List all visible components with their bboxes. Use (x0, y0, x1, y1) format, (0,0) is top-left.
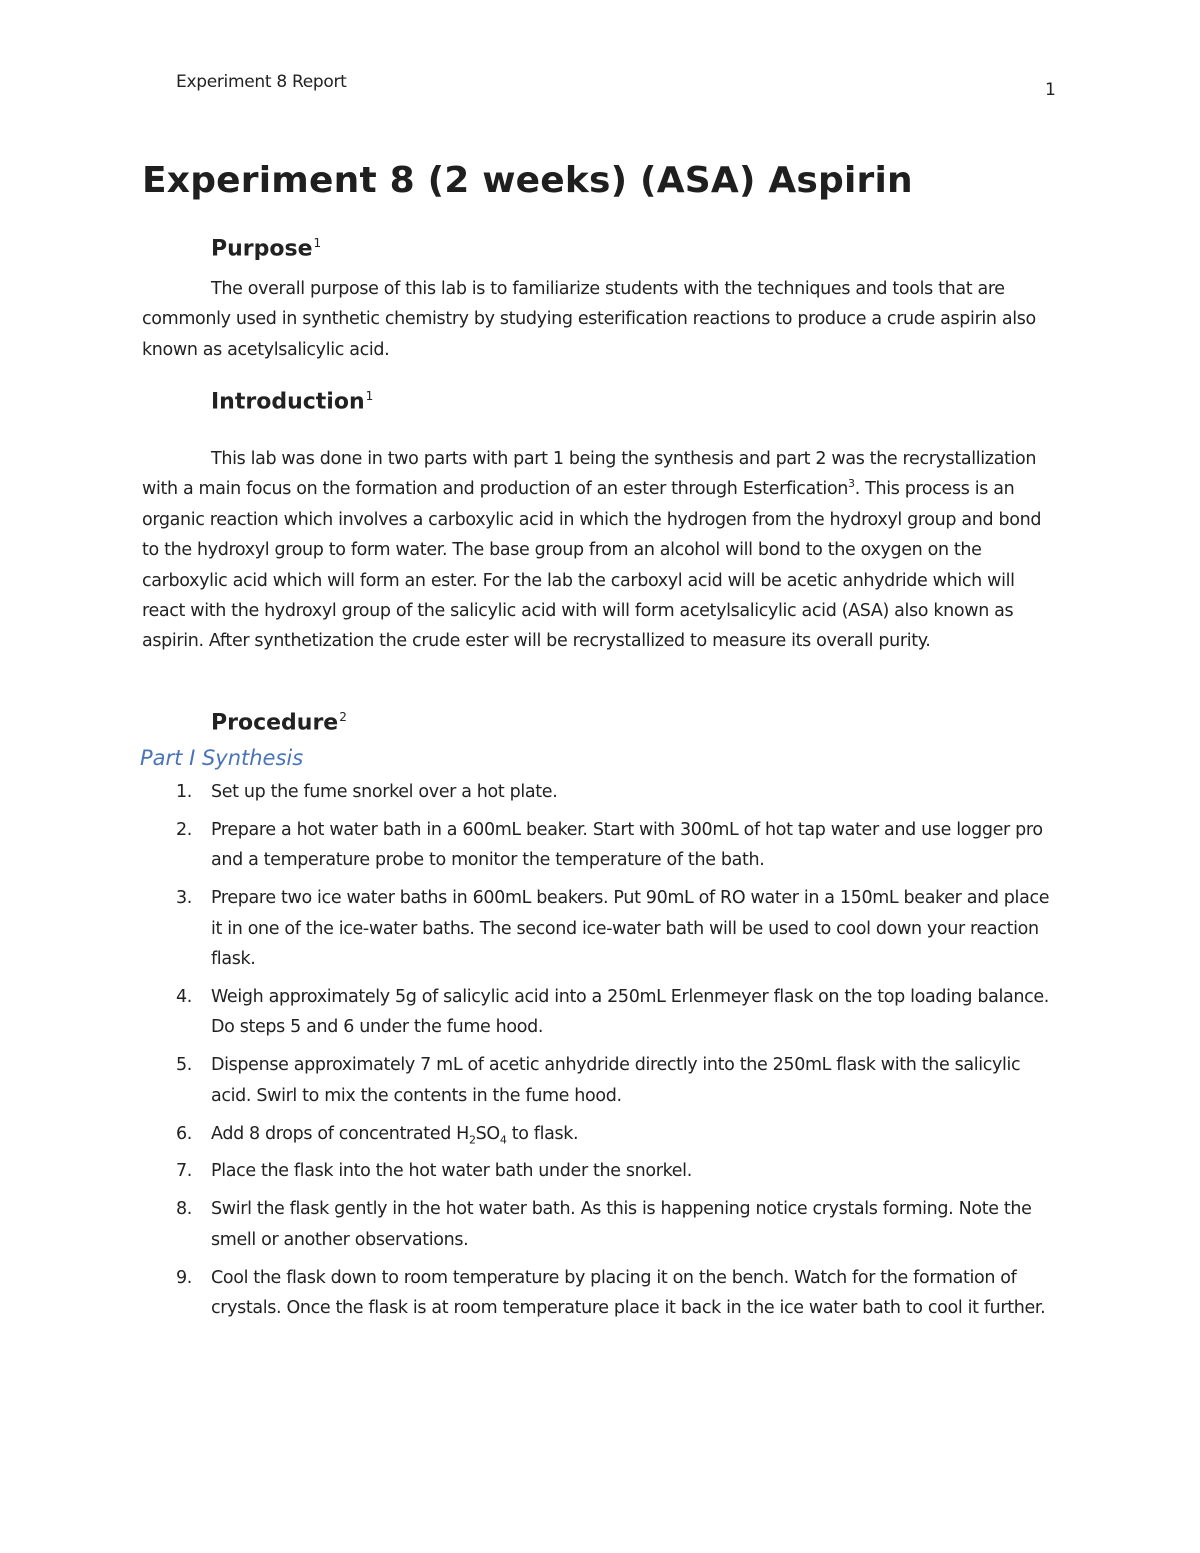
procedure-step (142, 1156, 1062, 1186)
step-text: Set up the fume snorkel over a hot plate. (211, 782, 558, 802)
step-number: 1. (176, 782, 192, 802)
step-text: Prepare two ice water baths in 600mL beakers. Put 90mL of RO water in a 150mL beaker and place it in one of the ice-water baths. The second ice-water bath will be used to cool down your reaction flask. (211, 888, 1050, 970)
procedure-reference: 2 (339, 710, 347, 724)
procedure-step (142, 1194, 1062, 1255)
subscript-2: 2 (468, 1133, 476, 1147)
subscript-4: 4 (499, 1133, 507, 1147)
part-one-subheading: Part I Synthesis (140, 746, 304, 770)
purpose-heading (211, 236, 321, 261)
introduction-text-part2: . This process is an organic reaction which involves a carboxylic acid in which the hydrogen from the hydroxyl group and bond to the hydroxyl group to form water. The base group from an alcohol will bond to the oxygen on the carboxylic acid which will form an ester. For the lab the carboxyl acid will be acetic anhydride which will react with the hydroxyl group of the salicylic acid with will form acetylsalicylic acid (ASA) also known as aspirin. After synthetization the crude ester will be recrystallized to measure its overall purity. (142, 479, 1042, 652)
step-text-part2: SO (475, 1123, 500, 1144)
step-number: 8. (176, 1199, 192, 1220)
introduction-text-part1: This lab was done in two parts with part 1 being the synthesis and part 2 was the recrystallization with a main focus on the formation and production of an ester through Esterfication (142, 449, 1037, 500)
purpose-paragraph: The overall purpose of this lab is to familiarize students with the techniques and tools that are commonly used in synthetic chemistry by studying esterification reactions to produce a crude aspirin also known as acetylsalicylic acid. (142, 279, 1036, 360)
document-title: Experiment 8 (2 weeks) (ASA) Aspirin (142, 160, 913, 201)
purpose-reference: 1 (313, 236, 322, 250)
step-text: Cool the flask down to room temperature by placing it on the bench. Watch for the formation of crystals. Once the flask is at room temperature place it back in the ice water bath to cool it further. (211, 1267, 1046, 1319)
step-number: 4. (176, 986, 192, 1007)
procedure-step (142, 1119, 1062, 1149)
introduction-paragraph (142, 444, 1062, 657)
procedure-step (142, 1050, 1062, 1111)
step-text-part3: to flask. (506, 1123, 579, 1144)
step-number: 6. (176, 1123, 192, 1144)
introduction-heading-text: Introduction (211, 389, 365, 415)
step-number: 5. (176, 1055, 192, 1076)
step-number: 3. (176, 888, 192, 909)
running-header-title: Experiment 8 Report (176, 72, 347, 92)
step-text: Place the flask into the hot water bath under the snorkel. (211, 1161, 692, 1182)
step-number: 7. (176, 1161, 192, 1182)
step-text: Weigh approximately 5g of salicylic acid into a 250mL Erlenmeyer flask on the top loading balance. Do steps 5 and 6 under the fume hood. (211, 986, 1049, 1038)
introduction-heading (211, 389, 373, 414)
procedure-step (142, 777, 1062, 807)
procedure-step (142, 883, 1062, 974)
page-number: 1 (1045, 80, 1056, 100)
step-text-part1: Add 8 drops of concentrated H (211, 1123, 469, 1144)
step-text: Dispense approximately 7 mL of acetic anhydride directly into the 250mL flask with the salicylic acid. Swirl to mix the contents in the fume hood. (211, 1055, 1021, 1106)
step-text: Swirl the flask gently in the hot water bath. As this is happening notice crystals forming. Note the smell or another observations. (211, 1199, 1032, 1250)
introduction-reference: 1 (365, 389, 374, 403)
procedure-steps-list (142, 777, 1062, 1331)
procedure-heading (211, 710, 347, 735)
step-text: Prepare a hot water bath in a 600mL beaker. Start with 300mL of hot tap water and use logger pro and a temperature probe to monitor the temperature of the bath. (211, 819, 1043, 871)
step-number: 2. (176, 819, 192, 840)
procedure-heading-text: Procedure (211, 710, 339, 736)
step-number: 9. (176, 1267, 192, 1288)
procedure-step (142, 815, 1062, 876)
procedure-step (142, 982, 1062, 1043)
purpose-heading-text: Purpose (211, 236, 313, 262)
procedure-step (142, 1263, 1062, 1324)
introduction-inline-reference: 3 (848, 477, 855, 491)
